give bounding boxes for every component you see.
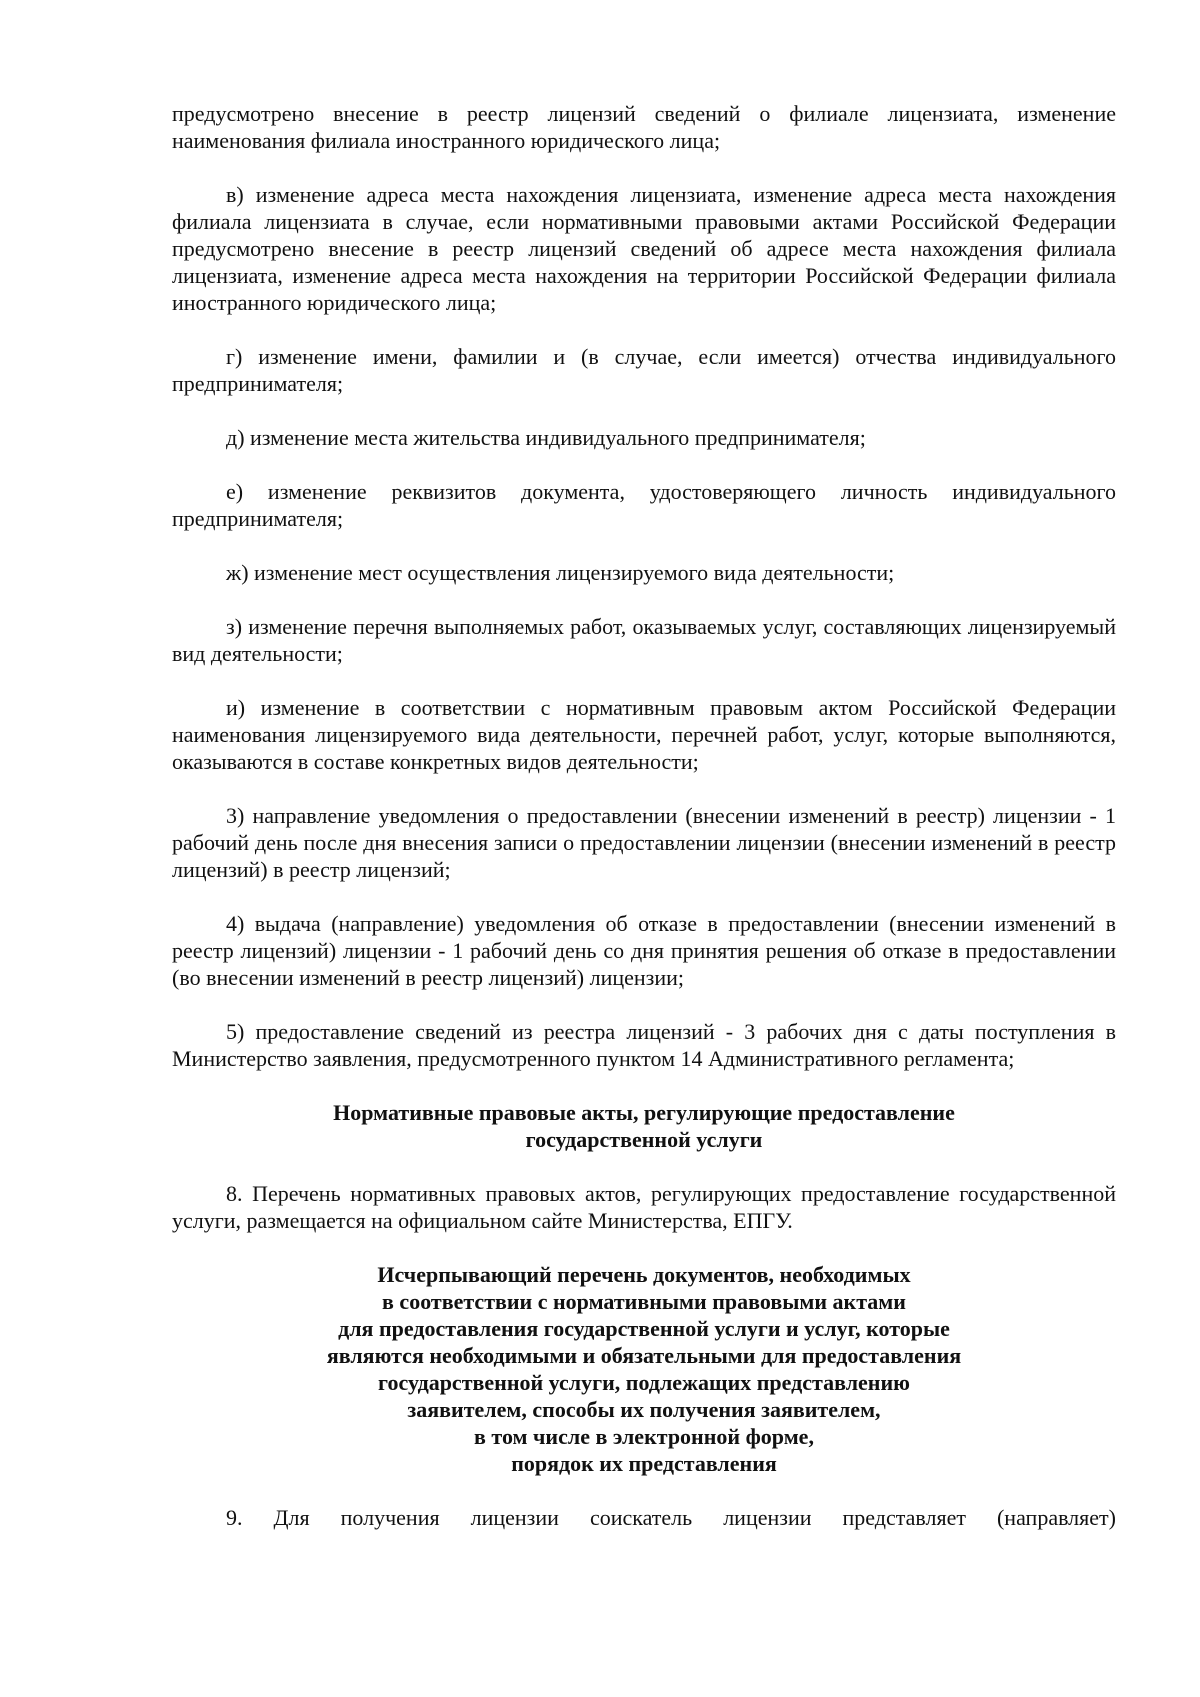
heading-line: государственной услуги [525,1127,763,1152]
section-heading-normative-acts [172,1099,1116,1153]
heading-line: для предоставления государственной услуги и услуг, которые [338,1316,950,1341]
heading-line: заявителем, способы их получения заявителем, [407,1397,881,1422]
heading-line: Исчерпывающий перечень документов, необходимых [377,1262,911,1287]
paragraph-item-v: в) изменение адреса места нахождения лицензиата, изменение адреса места нахождения филиала лицензиата в случае, если нормативными правовыми актами Российской Федерации предусмотрено внесение в реестр лицензий сведений об адресе места нахождения филиала лицензиата, изменение адреса места нахождения на территории Российской Федерации филиала иностранного юридического лица; [172,182,1116,315]
heading-line: Нормативные правовые акты, регулирующие предоставление [333,1100,955,1125]
paragraph-item-5: 5) предоставление сведений из реестра лицензий - 3 рабочих дня с даты поступления в Министерство заявления, предусмотренного пунктом 14 Административного регламента; [172,1019,1116,1071]
paragraph-continuation: предусмотрено внесение в реестр лицензий сведений о филиале лицензиата, изменение наименования филиала иностранного юридического лица; [172,101,1116,153]
section-heading-documents-list [172,1261,1116,1477]
heading-line: в соответствии с нормативными правовыми актами [382,1289,906,1314]
paragraph-item-d: д) изменение места жительства индивидуального предпринимателя; [226,425,866,450]
paragraph-item-9: 9. Для получения лицензии соискатель лицензии представляет (направляет) [226,1505,1116,1530]
paragraph-item-z: з) изменение перечня выполняемых работ, оказываемых услуг, составляющих лицензируемый вид деятельности; [172,614,1116,666]
heading-line: в том числе в электронной форме, [474,1424,814,1449]
document-body [172,100,1116,1558]
heading-line: государственной услуги, подлежащих представлению [378,1370,910,1395]
paragraph-item-e: е) изменение реквизитов документа, удостоверяющего личность индивидуального предпринимателя; [172,479,1116,531]
paragraph-item-i: и) изменение в соответствии с нормативным правовым актом Российской Федерации наименования лицензируемого вида деятельности, перечней работ, услуг, которые выполняются, оказываются в составе конкретных видов деятельности; [172,695,1116,774]
paragraph-item-zh: ж) изменение мест осуществления лицензируемого вида деятельности; [226,560,895,585]
heading-line: порядок их представления [511,1451,777,1476]
paragraph-item-3: 3) направление уведомления о предоставлении (внесении изменений в реестр) лицензии - 1 рабочий день после дня внесения записи о предоставлении лицензии (внесении изменений в реестр лицензий) в реестр лицензий; [172,803,1116,882]
paragraph-item-4: 4) выдача (направление) уведомления об отказе в предоставлении (внесении изменений в реестр лицензий) лицензии - 1 рабочий день со дня принятия решения об отказе в предоставлении (во внесении изменений в реестр лицензий) лицензии; [172,911,1116,990]
heading-line: являются необходимыми и обязательными для предоставления [326,1343,962,1368]
paragraph-item-g: г) изменение имени, фамилии и (в случае, если имеется) отчества индивидуального предпринимателя; [172,344,1116,396]
paragraph-item-8: 8. Перечень нормативных правовых актов, регулирующих предоставление государственной услуги, размещается на официальном сайте Министерства, ЕПГУ. [172,1181,1116,1233]
